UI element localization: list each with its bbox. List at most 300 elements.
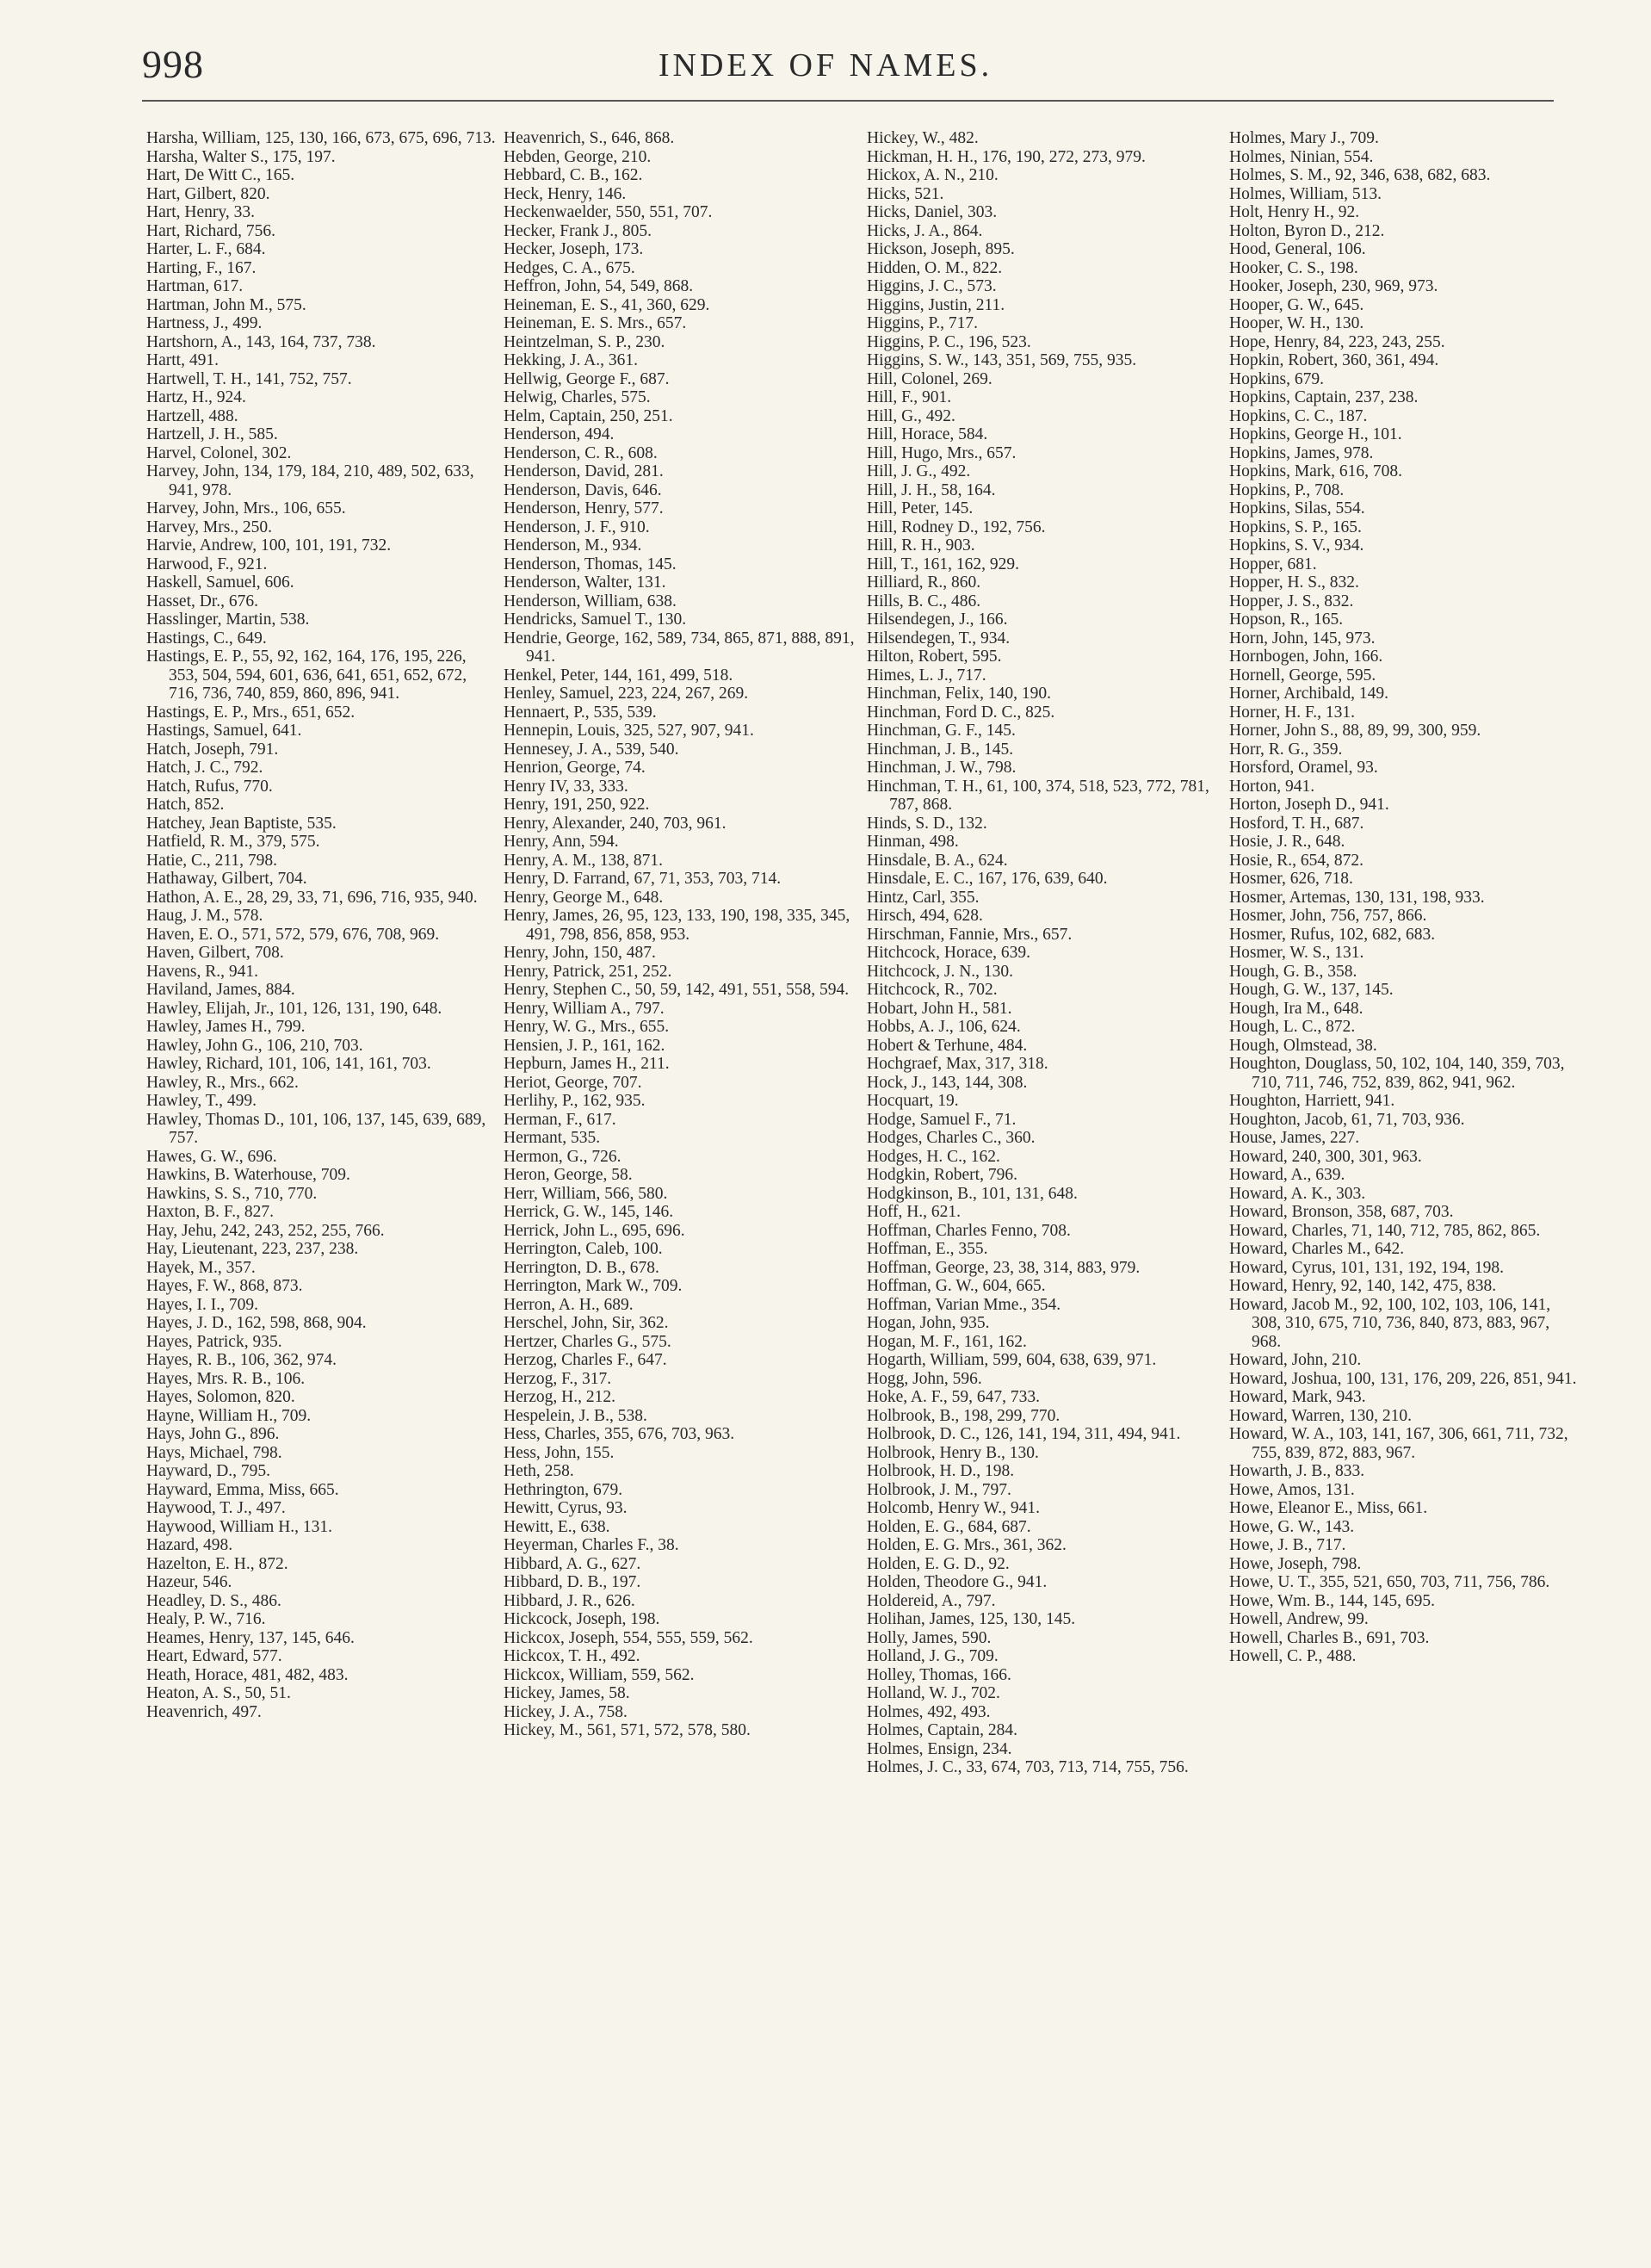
index-entry: Harting, F., 167. [146, 258, 257, 277]
index-entry: Hartz, H., 924. [146, 388, 246, 406]
index-entry: Haywood, William H., 131. [146, 1517, 333, 1536]
index-entry: Hosmer, 626, 718. [1229, 870, 1353, 888]
index-entry: Hitchcock, Horace, 639. [867, 944, 1031, 962]
index-entry: Horner, Archibald, 149. [1229, 685, 1388, 703]
index-entry: Hazard, 498. [146, 1536, 233, 1554]
index-entry: Hooper, W. H., 130. [1229, 314, 1364, 332]
index-entry: Hopkin, Robert, 360, 361, 494. [1229, 351, 1439, 369]
index-entry: Howe, U. T., 355, 521, 650, 703, 711, 756, 786. [1229, 1573, 1550, 1591]
index-entry: Hopkins, Silas, 554. [1229, 499, 1365, 517]
index-entry: Hinchman, J. B., 145. [867, 740, 1014, 759]
index-entry: Heath, Horace, 481, 482, 483. [146, 1665, 349, 1684]
index-entry: Harvey, Mrs., 250. [146, 517, 273, 536]
index-entry: Hocquart, 19. [867, 1092, 959, 1110]
index-entry: Hilton, Robert, 595. [867, 648, 1002, 666]
page-title: INDEX OF NAMES. [658, 47, 993, 84]
index-entry: Hasset, Dr., 676. [146, 592, 258, 610]
index-entry: Howard, John, 210. [1229, 1351, 1362, 1369]
index-entry: Hinchman, J. W., 798. [867, 759, 1017, 777]
index-entry: Hekking, J. A., 361. [504, 351, 638, 369]
index-entry: Hosie, R., 654, 872. [1229, 851, 1363, 870]
index-entry: Hogan, M. F., 161, 162. [867, 1332, 1027, 1351]
index-entry: Holbrook, Henry B., 130. [867, 1443, 1039, 1462]
index-entry: Henderson, William, 638. [504, 592, 677, 610]
index-entry: Hirsch, 494, 628. [867, 907, 983, 925]
index-entry: Hough, Olmstead, 38. [1229, 1036, 1377, 1055]
index-entry: Heth, 258. [504, 1462, 574, 1480]
index-entry: Heriot, George, 707. [504, 1073, 642, 1092]
index-entry: Holmes, Ninian, 554. [1229, 147, 1374, 166]
index-entry: Henderson, J. F., 910. [504, 517, 650, 536]
index-entry: Hodges, Charles C., 360. [867, 1129, 1036, 1147]
index-entry: Hecker, Joseph, 173. [504, 240, 644, 258]
index-entry: Henderson, David, 281. [504, 462, 664, 480]
index-entry: Holcomb, Henry W., 941. [867, 1499, 1040, 1517]
index-entry: Heckenwaelder, 550, 551, 707. [504, 203, 713, 221]
index-entry: Harsha, Walter S., 175, 197. [146, 147, 336, 166]
index-entry: Hornell, George, 595. [1229, 666, 1376, 685]
index-entry: Hewitt, Cyrus, 93. [504, 1499, 628, 1517]
index-entry: Hope, Henry, 84, 223, 243, 255. [1229, 332, 1445, 351]
index-entry: Howard, Joshua, 100, 131, 176, 209, 226, 851, 941. [1229, 1369, 1577, 1388]
index-entry: Hatch, J. C., 792. [146, 759, 263, 777]
index-entry: Hays, Michael, 798. [146, 1443, 282, 1462]
index-entry: Henry, William A., 797. [504, 999, 665, 1018]
index-entry: Harvel, Colonel, 302. [146, 443, 292, 462]
index-entry: Hinsdale, E. C., 167, 176, 639, 640. [867, 870, 1108, 888]
index-entry: Henry IV, 33, 333. [504, 777, 628, 796]
index-entry: Hoke, A. F., 59, 647, 733. [867, 1388, 1041, 1406]
index-entry: Hopkins, 679. [1229, 369, 1324, 388]
index-entry: Horner, H. F., 131. [1229, 703, 1356, 722]
index-entry: Holland, J. G., 709. [867, 1647, 999, 1665]
index-entry: Herrick, John L., 695, 696. [504, 1221, 685, 1240]
index-entry: Haug, J. M., 578. [146, 907, 263, 925]
index-entry: Howard, Mark, 943. [1229, 1388, 1366, 1406]
index-entry: Hopper, H. S., 832. [1229, 573, 1359, 592]
index-entry: Herrington, Caleb, 100. [504, 1240, 663, 1258]
index-entry: Holt, Henry H., 92. [1229, 203, 1360, 221]
index-entry: Howard, A. K., 303. [1229, 1184, 1366, 1203]
index-entry: Hilliard, R., 860. [867, 573, 981, 592]
index-entry: Hosmer, Rufus, 102, 682, 683. [1229, 925, 1436, 944]
index-entry: Hawley, John G., 106, 210, 703. [146, 1036, 363, 1055]
index-entry: Hayne, William H., 709. [146, 1406, 312, 1425]
index-entry: Hickey, M., 561, 571, 572, 578, 580. [504, 1721, 751, 1739]
index-entry: Howell, C. P., 488. [1229, 1647, 1357, 1665]
index-entry: Hogg, John, 596. [867, 1369, 982, 1388]
index-entry: Hawkins, B. Waterhouse, 709. [146, 1166, 350, 1184]
index-entry: Hay, Lieutenant, 223, 237, 238. [146, 1240, 359, 1258]
index-entry: Holdereid, A., 797. [867, 1591, 996, 1610]
index-entry: Herzog, Charles F., 647. [504, 1351, 667, 1369]
index-entry: Hastings, Samuel, 641. [146, 722, 302, 740]
index-entry: Haxton, B. F., 827. [146, 1203, 274, 1221]
index-entry: Horner, John S., 88, 89, 99, 300, 959. [1229, 722, 1481, 740]
index-entry: Holland, W. J., 702. [867, 1684, 1000, 1702]
index-entry: Henderson, M., 934. [504, 536, 642, 555]
index-entry: Hawley, Elijah, Jr., 101, 126, 131, 190, 648. [146, 999, 442, 1018]
index-entry: Henderson, 494. [504, 425, 615, 443]
index-entry: Horsford, Oramel, 93. [1229, 759, 1378, 777]
index-entry: Hart, Henry, 33. [146, 203, 255, 221]
index-entry: Heintzelman, S. P., 230. [504, 332, 665, 351]
index-entry: Hintz, Carl, 355. [867, 888, 980, 907]
index-entry: Howarth, J. B., 833. [1229, 1462, 1365, 1480]
index-entry: Howe, Joseph, 798. [1229, 1554, 1362, 1573]
index-entry: Heineman, E. S. Mrs., 657. [504, 314, 687, 332]
index-entry: Houghton, Douglass, 50, 102, 104, 140, 359, 703, 710, 711, 746, 752, 839, 862, 941, 962. [1229, 1055, 1565, 1092]
index-entry: Hayes, F. W., 868, 873. [146, 1277, 303, 1295]
index-entry: Howard, Jacob M., 92, 100, 102, 103, 106, 141, 308, 310, 675, 710, 736, 840, 873, 883, 967, 968. [1229, 1295, 1551, 1351]
index-entry: Holmes, S. M., 92, 346, 638, 682, 683. [1229, 166, 1491, 184]
index-entry: Heaton, A. S., 50, 51. [146, 1684, 291, 1702]
index-entry: Hills, B. C., 486. [867, 592, 981, 610]
index-entry: Hoffman, George, 23, 38, 314, 883, 979. [867, 1258, 1141, 1277]
index-entry: Hendricks, Samuel T., 130. [504, 610, 687, 629]
index-entry: Hayes, R. B., 106, 362, 974. [146, 1351, 337, 1369]
index-entry: Holton, Byron D., 212. [1229, 221, 1385, 240]
index-entry: Holbrook, B., 198, 299, 770. [867, 1406, 1060, 1425]
index-entry: Hartshorn, A., 143, 164, 737, 738. [146, 332, 376, 351]
index-entry: Hobbs, A. J., 106, 624. [867, 1018, 1021, 1036]
index-entry: Haven, E. O., 571, 572, 579, 676, 708, 969. [146, 925, 440, 944]
index-entry: Hooper, G. W., 645. [1229, 295, 1364, 314]
index-entry: Henry, Stephen C., 50, 59, 142, 491, 551, 558, 594. [504, 981, 850, 999]
index-entry: Hinchman, Felix, 140, 190. [867, 685, 1051, 703]
index-entry: Holmes, J. C., 33, 674, 703, 713, 714, 755, 756. [867, 1758, 1189, 1776]
index-entry: Hill, G., 492. [867, 406, 955, 425]
index-entry: Heck, Henry, 146. [504, 184, 627, 203]
index-entry: Hobert & Terhune, 484. [867, 1036, 1028, 1055]
index-entry: Hathon, A. E., 28, 29, 33, 71, 696, 716, 935, 940. [146, 888, 478, 907]
index-entry: Howe, Eleanor E., Miss, 661. [1229, 1499, 1428, 1517]
index-entry: Holbrook, H. D., 198. [867, 1462, 1015, 1480]
index-entry: Hickcox, Joseph, 554, 555, 559, 562. [504, 1628, 753, 1647]
index-entry: Henry, George M., 648. [504, 888, 664, 907]
index-entry: Hermon, G., 726. [504, 1147, 621, 1166]
index-entry: Hart, Gilbert, 820. [146, 184, 270, 203]
index-entry: Hibbard, A. G., 627. [504, 1554, 641, 1573]
index-entry: Hosmer, Artemas, 130, 131, 198, 933. [1229, 888, 1485, 907]
index-entry: Hart, De Witt C., 165. [146, 166, 295, 184]
index-entry: Hawley, Thomas D., 101, 106, 137, 145, 639, 689, 757. [146, 1110, 486, 1147]
index-entry: Hatch, 852. [146, 796, 225, 814]
index-entry: Hess, John, 155. [504, 1443, 615, 1462]
index-entry: Hidden, O. M., 822. [867, 258, 1003, 277]
index-entry: Hawley, James H., 799. [146, 1018, 306, 1036]
index-entry: Hopper, 681. [1229, 555, 1317, 573]
index-entry: Howard, W. A., 103, 141, 167, 306, 661, 711, 732, 755, 839, 872, 883, 967. [1229, 1425, 1568, 1462]
index-entry: Herman, F., 617. [504, 1110, 616, 1129]
index-entry: Hartt, 491. [146, 351, 219, 369]
index-entry: Helwig, Charles, 575. [504, 388, 651, 406]
index-entry: Hatie, C., 211, 798. [146, 851, 278, 870]
index-entry: Henkel, Peter, 144, 161, 499, 518. [504, 666, 733, 685]
index-entry: House, James, 227. [1229, 1129, 1360, 1147]
index-entry: Holmes, William, 513. [1229, 184, 1382, 203]
index-entry: Hickox, A. N., 210. [867, 166, 999, 184]
index-entry: Hill, Horace, 584. [867, 425, 988, 443]
index-entry: Hough, G. W., 137, 145. [1229, 981, 1394, 999]
index-entry: Hasslinger, Martin, 538. [146, 610, 310, 629]
index-entry: Haywood, T. J., 497. [146, 1499, 286, 1517]
index-entry: Herzog, F., 317. [504, 1369, 612, 1388]
index-entry: Houghton, Jacob, 61, 71, 703, 936. [1229, 1110, 1465, 1129]
index-entry: Holley, Thomas, 166. [867, 1665, 1011, 1684]
index-entry: Howard, 240, 300, 301, 963. [1229, 1147, 1422, 1166]
index-entry: Hibbard, J. R., 626. [504, 1591, 635, 1610]
header-rule [142, 100, 1554, 102]
index-entry: Hayes, J. D., 162, 598, 868, 904. [146, 1314, 367, 1332]
index-entry: Henderson, Walter, 131. [504, 573, 666, 592]
index-entry: Heron, George, 58. [504, 1166, 633, 1184]
index-entry: Heames, Henry, 137, 145, 646. [146, 1628, 355, 1647]
index-entry: Hayek, M., 357. [146, 1258, 256, 1277]
index-entry: Hosmer, W. S., 131. [1229, 944, 1364, 962]
index-entry: Hogan, John, 935. [867, 1314, 990, 1332]
index-entry: Heineman, E. S., 41, 360, 629. [504, 295, 710, 314]
index-entry: Hartzell, 488. [146, 406, 238, 425]
index-entry: Hennepin, Louis, 325, 527, 907, 941. [504, 722, 754, 740]
index-entry: Hartwell, T. H., 141, 752, 757. [146, 369, 352, 388]
index-entry: Hodgkin, Robert, 796. [867, 1166, 1017, 1184]
index-entry: Hogarth, William, 599, 604, 638, 639, 971. [867, 1351, 1157, 1369]
index-entry: Hickey, W., 482. [867, 129, 979, 147]
index-entry: Higgins, P., 717. [867, 314, 978, 332]
index-entry: Hickcox, William, 559, 562. [504, 1665, 695, 1684]
index-entry: Herrington, Mark W., 709. [504, 1277, 683, 1295]
index-entry: Hochgraef, Max, 317, 318. [867, 1055, 1048, 1073]
index-entry: Higgins, J. C., 573. [867, 277, 997, 295]
index-entry: Hartman, 617. [146, 277, 244, 295]
index-entry: Heart, Edward, 577. [146, 1647, 282, 1665]
index-entry: Hertzer, Charles G., 575. [504, 1332, 671, 1351]
index-entry: Hopkins, S. V., 934. [1229, 536, 1364, 555]
index-entry: Hayes, Mrs. R. B., 106. [146, 1369, 306, 1388]
index-entry: Hecker, Frank J., 805. [504, 221, 652, 240]
index-entry: Holden, E. G. D., 92. [867, 1554, 1010, 1573]
index-entry: Herrick, G. W., 145, 146. [504, 1203, 674, 1221]
index-entry: Harwood, F., 921. [146, 555, 268, 573]
index-entry: Hatfield, R. M., 379, 575. [146, 833, 320, 851]
index-entry: Howell, Andrew, 99. [1229, 1610, 1369, 1628]
index-entry: Howard, Charles M., 642. [1229, 1240, 1405, 1258]
index-entry: Howard, Bronson, 358, 687, 703. [1229, 1203, 1454, 1221]
index-entry: Harter, L. F., 684. [146, 240, 266, 258]
index-entry: Hill, Peter, 145. [867, 499, 974, 517]
index-entry: Howell, Charles B., 691, 703. [1229, 1628, 1430, 1647]
index-entry: Hough, G. B., 358. [1229, 962, 1357, 981]
index-entry: Hinchman, G. F., 145. [867, 722, 1016, 740]
index-entry: Hennaert, P., 535, 539. [504, 703, 657, 722]
index-entry: Hodges, H. C., 162. [867, 1147, 1000, 1166]
index-entry: Himes, L. J., 717. [867, 666, 986, 685]
index-entry: Hartzell, J. H., 585. [146, 425, 278, 443]
index-entry: Hosford, T. H., 687. [1229, 814, 1364, 833]
index-entry: Hoff, H., 621. [867, 1203, 962, 1221]
index-entry: Hawkins, S. S., 710, 770. [146, 1184, 318, 1203]
index-entry: Herron, A. H., 689. [504, 1295, 634, 1314]
index-entry: Hays, John G., 896. [146, 1425, 280, 1443]
index-entry: Hayes, Patrick, 935. [146, 1332, 282, 1351]
index-entry: Houghton, Harriett, 941. [1229, 1092, 1395, 1110]
index-entry: Hough, L. C., 872. [1229, 1018, 1356, 1036]
index-entry: Hellwig, George F., 687. [504, 369, 670, 388]
index-entry: Hepburn, James H., 211. [504, 1055, 670, 1073]
index-entry: Howe, J. B., 717. [1229, 1536, 1346, 1554]
index-entry: Herschel, John, Sir, 362. [504, 1314, 669, 1332]
index-entry: Hodge, Samuel F., 71. [867, 1110, 1017, 1129]
index-entry: Henry, Patrick, 251, 252. [504, 962, 672, 981]
index-entry: Healy, P. W., 716. [146, 1610, 266, 1628]
index-entry: Hopkins, P., 708. [1229, 480, 1345, 499]
index-entry: Holbrook, J. M., 797. [867, 1480, 1011, 1499]
index-entry: Hopper, J. S., 832. [1229, 592, 1354, 610]
index-entry: Hornbogen, John, 166. [1229, 648, 1383, 666]
index-entry: Higgins, Justin, 211. [867, 295, 1005, 314]
index-entry: Haven, Gilbert, 708. [146, 944, 284, 962]
index-entry: Helm, Captain, 250, 251. [504, 406, 673, 425]
index-column-1 [146, 129, 499, 1721]
index-entry: Hawes, G. W., 696. [146, 1147, 277, 1166]
index-entry: Hawley, Richard, 101, 106, 141, 161, 703. [146, 1055, 431, 1073]
index-entry: Horn, John, 145, 973. [1229, 629, 1376, 648]
index-entry: Haviland, James, 884. [146, 981, 295, 999]
index-column-4 [1229, 129, 1582, 1666]
index-entry: Howe, Wm. B., 144, 145, 695. [1229, 1591, 1436, 1610]
index-entry: Hibbard, D. B., 197. [504, 1573, 641, 1591]
index-entry: Howe, Amos, 131. [1229, 1480, 1355, 1499]
index-entry: Holmes, Mary J., 709. [1229, 129, 1379, 147]
index-entry: Howard, Cyrus, 101, 131, 192, 194, 198. [1229, 1258, 1505, 1277]
index-entry: Hoffman, E., 355. [867, 1240, 988, 1258]
index-entry: Hewitt, E., 638. [504, 1517, 610, 1536]
index-entry: Hart, Richard, 756. [146, 221, 276, 240]
index-entry: Holmes, 492, 493. [867, 1702, 991, 1721]
index-entry: Hill, Rodney D., 192, 756. [867, 517, 1046, 536]
index-entry: Hawley, R., Mrs., 662. [146, 1073, 299, 1092]
index-entry: Horton, Joseph D., 941. [1229, 796, 1389, 814]
index-entry: Herrington, D. B., 678. [504, 1258, 659, 1277]
index-entry: Hopkins, Mark, 616, 708. [1229, 462, 1402, 480]
index-entry: Hopkins, Captain, 237, 238. [1229, 388, 1419, 406]
index-entry: Holden, E. G. Mrs., 361, 362. [867, 1536, 1067, 1554]
index-entry: Hough, Ira M., 648. [1229, 999, 1363, 1018]
index-entry: Hastings, C., 649. [146, 629, 267, 648]
index-entry: Hennesey, J. A., 539, 540. [504, 740, 679, 759]
index-entry: Hawley, T., 499. [146, 1092, 257, 1110]
index-entry: Hitchcock, J. N., 130. [867, 962, 1014, 981]
index-entry: Harvey, John, 134, 179, 184, 210, 489, 502, 633, 941, 978. [146, 462, 474, 499]
index-entry: Hinsdale, B. A., 624. [867, 851, 1008, 870]
index-entry: Henry, Alexander, 240, 703, 961. [504, 814, 727, 833]
page-number: 998 [142, 42, 204, 86]
index-entry: Hethrington, 679. [504, 1480, 623, 1499]
index-entry: Henry, John, 150, 487. [504, 944, 656, 962]
index-entry: Howard, A., 639. [1229, 1166, 1345, 1184]
index-entry: Hill, F., 901. [867, 388, 952, 406]
index-entry: Hoffman, Charles Fenno, 708. [867, 1221, 1071, 1240]
index-entry: Hoffman, Varian Mme., 354. [867, 1295, 1061, 1314]
index-entry: Heyerman, Charles F., 38. [504, 1536, 679, 1554]
index-entry: Hedges, C. A., 675. [504, 258, 635, 277]
index-entry: Hock, J., 143, 144, 308. [867, 1073, 1028, 1092]
index-entry: Hooker, Joseph, 230, 969, 973. [1229, 277, 1438, 295]
index-entry: Hayward, Emma, Miss, 665. [146, 1480, 339, 1499]
index-entry: Hastings, E. P., 55, 92, 162, 164, 176, 195, 226, 353, 504, 594, 601, 636, 641, 651, 652, 672, 716, 736, 740, 859, 860, 896, 941. [146, 648, 467, 703]
index-entry: Henry, James, 26, 95, 123, 133, 190, 198, 335, 345, 491, 798, 856, 858, 953. [504, 907, 850, 944]
index-column-3 [867, 129, 1220, 1777]
index-entry: Hartman, John M., 575. [146, 295, 306, 314]
index-entry: Holly, James, 590. [867, 1628, 992, 1647]
index-entry: Hickey, James, 58. [504, 1684, 630, 1702]
index-entry: Havens, R., 941. [146, 962, 258, 981]
index-entry: Heavenrich, S., 646, 868. [504, 129, 675, 147]
index-entry: Holbrook, D. C., 126, 141, 194, 311, 494, 941. [867, 1425, 1181, 1443]
index-entry: Howard, Henry, 92, 140, 142, 475, 838. [1229, 1277, 1497, 1295]
index-entry: Hazeur, 546. [146, 1573, 232, 1591]
index-entry: Henry, D. Farrand, 67, 71, 353, 703, 714. [504, 870, 782, 888]
index-entry: Hirschman, Fannie, Mrs., 657. [867, 925, 1073, 944]
index-entry: Howe, G. W., 143. [1229, 1517, 1355, 1536]
index-entry: Hendrie, George, 162, 589, 734, 865, 871, 888, 891, 941. [504, 629, 855, 666]
index-entry: Horton, 941. [1229, 777, 1315, 796]
index-entry: Heavenrich, 497. [146, 1702, 262, 1721]
index-entry: Hebbard, C. B., 162. [504, 166, 643, 184]
index-entry: Hill, J. G., 492. [867, 462, 971, 480]
index-entry: Holmes, Ensign, 234. [867, 1739, 1012, 1758]
index-entry: Hickson, Joseph, 895. [867, 240, 1015, 258]
index-entry: Headley, D. S., 486. [146, 1591, 281, 1610]
index-entry: Hill, T., 161, 162, 929. [867, 555, 1019, 573]
index-entry: Hilsendegen, T., 934. [867, 629, 1011, 648]
index-entry: Hicks, J. A., 864. [867, 221, 983, 240]
index-entry: Holihan, James, 125, 130, 145. [867, 1610, 1076, 1628]
index-entry: Hay, Jehu, 242, 243, 252, 255, 766. [146, 1221, 385, 1240]
index-entry: Hespelein, J. B., 538. [504, 1406, 647, 1425]
index-entry: Hooker, C. S., 198. [1229, 258, 1358, 277]
index-entry: Haskell, Samuel, 606. [146, 573, 294, 592]
index-entry: Herr, William, 566, 580. [504, 1184, 668, 1203]
index-entry: Hickman, H. H., 176, 190, 272, 273, 979. [867, 147, 1146, 166]
index-entry: Hicks, Daniel, 303. [867, 203, 998, 221]
index-entry: Hopkins, C. C., 187. [1229, 406, 1368, 425]
index-entry: Hensien, J. P., 161, 162. [504, 1036, 665, 1055]
index-entry: Holden, Theodore G., 941. [867, 1573, 1048, 1591]
index-entry: Hartness, J., 499. [146, 314, 263, 332]
index-entry: Hoffman, G. W., 604, 665. [867, 1277, 1046, 1295]
index-entry: Hathaway, Gilbert, 704. [146, 870, 307, 888]
index-entry: Hickcox, T. H., 492. [504, 1647, 640, 1665]
index-entry: Harvie, Andrew, 100, 101, 191, 732. [146, 536, 392, 555]
index-entry: Hinchman, Ford D. C., 825. [867, 703, 1055, 722]
index-entry: Henderson, Thomas, 145. [504, 555, 677, 573]
index-entry: Hess, Charles, 355, 676, 703, 963. [504, 1425, 735, 1443]
index-entry: Howard, Warren, 130, 210. [1229, 1406, 1412, 1425]
index-entry: Hill, R. H., 903. [867, 536, 975, 555]
index-entry: Hebden, George, 210. [504, 147, 652, 166]
index-entry: Hayes, I. I., 709. [146, 1295, 258, 1314]
index-entry: Heffron, John, 54, 549, 868. [504, 277, 694, 295]
index-entry: Hopkins, S. P., 165. [1229, 517, 1362, 536]
index-entry: Henry, 191, 250, 922. [504, 796, 650, 814]
index-entry: Hosie, J. R., 648. [1229, 833, 1345, 851]
index-entry: Henderson, Davis, 646. [504, 480, 662, 499]
index-entry: Hatch, Rufus, 770. [146, 777, 273, 796]
index-entry: Higgins, P. C., 196, 523. [867, 332, 1031, 351]
index-entry: Hayward, D., 795. [146, 1462, 271, 1480]
